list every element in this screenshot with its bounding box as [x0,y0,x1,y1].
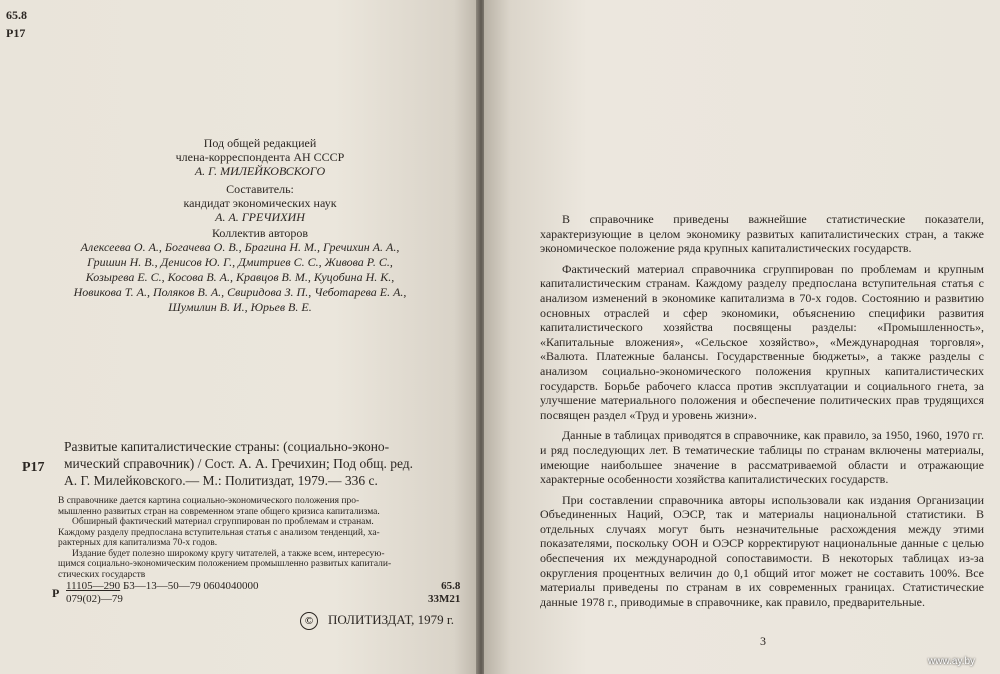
authors-list [30,240,450,315]
annotation-line: рактерных для капитализма 70-х годов. [58,538,218,548]
authors-line: Алексеева О. А., Богачева О. В., Брагина Н. М., Гречихин А. А., [80,240,400,254]
authors-line: Гришин Н. В., Денисов Ю. Г., Дмитриев С. С., Живова Р. С., [87,255,393,269]
copyright-line [300,612,454,630]
annotation [58,496,478,580]
authors-heading: Коллектив авторов [212,226,308,240]
editor-block [110,136,410,178]
right-page [484,0,1000,674]
classification-code [66,580,259,606]
class-right-top: 65.8 [441,580,461,592]
bib-code: Р17 [22,460,45,475]
annotation-line: стических государств [58,569,146,580]
annotation-line: Обширный фактический материал сгруппирован по проблемам и странам. [72,517,374,527]
compiler-line-3: А. А. ГРЕЧИХИН [215,210,305,224]
editor-line-3: А. Г. МИЛЕЙКОВСКОГО [194,164,326,178]
class-denominator: 079(02)—79 [66,593,123,605]
editor-line-1: Под общей редакцией [203,136,317,150]
catalog-code-p: Р17 [6,26,26,40]
page-number: 3 [760,634,766,648]
annotation-line: мышленно развитых стран на современном этапе общего кризиса капитализма. [58,506,380,517]
compiler-block [110,182,410,224]
paragraph: В справочнике приведены важнейшие статистические показатели, характеризующие в целом экономику развитых капиталистических стран, а также экономическое положение ряда крупных капиталистических государств. [540,212,984,256]
bib-line: А. Г. Милейковского.— М.: Политиздат, 1979.— 336 с. [64,473,378,488]
paragraph: Данные в таблицах приводятся в справочнике, как правило, за 1950, 1960, 1970 гг. и ряд последующих лет. В тематические таблицы по странам включены материалы, имеющие наибольшее значение в рассматриваемой области и отражающие характерные особенности хозяйства капиталистических государств. [540,428,984,487]
watermark: www.ay.by [928,656,976,667]
annotation-line: Издание будет полезно широкому кругу читателей, а также всем, интересую- [72,548,385,559]
class-numerator: 11105—290 [66,580,121,592]
class-rest: Б3—13—50—79 0604040000 [120,580,259,592]
annotation-line: щимся социально-экономическим положением промышленно развитых капитали- [58,559,392,569]
authors-line: Шумилин В. И., Юрьев В. Е. [168,300,312,314]
annotation-line: В справочнике дается картина социально-экономического положения про- [58,496,360,506]
copyright-icon: © [300,612,318,630]
paragraph: При составлении справочника авторы использовали как издания Организации Объединенных Наций, ОЭСР, так и материалы национальной статистики. В отдельных случаях могут быть незначительные расхождения между этими показателями, поскольку ООН и ОЭСР корректируют национальные данные с целью обеспечения их международной сопоставимости. В некоторых таблицах из-за округления процентных величин до 0,1 общий итог может не составить 100%. Все материалы приведены по странам в их современных границах. Статистические данные 1978 г., приводимые в справочнике, как правило, предварительные. [540,492,984,609]
annotation-line: Каждому разделу предпослана вступительная статья с анализом тенденций, ха- [58,527,380,538]
bib-line: мический справочник) / Сост. А. А. Гречихин; Под общ. ред. [64,456,414,471]
authors-line: Козырева Е. С., Косова В. А., Кравцов В. М., Куцобина Н. К., [85,270,395,284]
copyright-text: ПОЛИТИЗДАТ, 1979 г. [328,612,455,627]
paragraph: Фактический материал справочника сгруппирован по проблемам и крупным капиталистическим странам. Каждому разделу предпослана вступительная статья с анализом изменений в экономике капитализма в 70-х годов. Состоянию и развитию основных отраслей и сфер экономики, объяснению специфики развития капиталистического хозяйства посвящены разделы: «Промышленность», «Капитальные вложения», «Сельское хозяйство», «Международная торговля», «Валюта. Платежные балансы. Государственные бюджеты», а также разделы с анализом социально-экономического положения крупных капиталистических государств. Борьбе рабочего класса против эксплуатации и социального гнета, за улучшение материального положения и обеспечение политических прав трудящихся посвящен раздел «Труд и уровень жизни». [540,261,984,422]
class-right-bottom: 33М21 [428,593,461,605]
bib-line: Развитые капиталистические страны: (социально-эконо- [64,439,390,454]
catalog-code-top: 65.8 [6,8,27,22]
class-right [428,580,460,606]
editor-line-2: члена-корреспондента АН СССР [175,150,345,164]
preface-text [540,212,984,615]
class-code-p: Р [52,586,60,600]
compiler-line-1: Составитель: [226,182,294,196]
left-page [0,0,478,674]
compiler-line-2: кандидат экономических наук [183,196,337,210]
bibliographic-record [64,438,474,489]
authors-line: Новикова Т. А., Поляков В. А., Свиридова З. П., Чеботарева Е. А., [73,285,407,299]
